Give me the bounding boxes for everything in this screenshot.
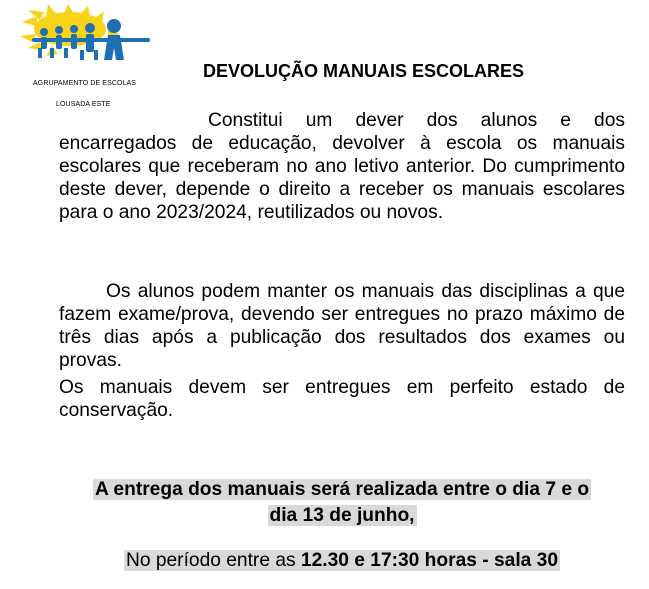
period-prefix: No período entre as	[125, 550, 301, 571]
document-title: DEVOLUÇÃO MANUAIS ESCOLARES	[203, 61, 525, 81]
period-notice	[59, 548, 625, 574]
paragraph-condition: Os manuais devem ser entregues em perfeito estado de conservação.	[59, 377, 625, 421]
delivery-notice-line-b: dia 13 de junho,	[269, 505, 415, 526]
period-hours: 12.30 e 17:30 horas - sala 30	[300, 550, 558, 571]
period-highlight	[124, 550, 560, 571]
school-logo-icon	[10, 4, 152, 72]
delivery-notice	[59, 477, 625, 529]
paragraph-duty: Constitui um dever dos alunos e dos encarregados de educação, devolver à escola os manuais escolares que receberam no ano letivo anterior. Do cumprimento deste dever, depende o direito a receber os manuais escolares para o ano 2023/2024, reutilizados ou novos.	[59, 110, 625, 223]
delivery-notice-line-a: A entrega dos manuais será realizada entre o dia 7 e o	[94, 479, 590, 500]
paragraph-exams: Os alunos podem manter os manuais das disciplinas a que fazem exame/prova, devendo ser entregues no prazo máximo de três dias após a publicação dos resultados dos exames ou provas.	[59, 281, 625, 371]
org-subname: LOUSADA ESTE	[56, 101, 111, 108]
org-name: AGRUPAMENTO DE ESCOLAS	[33, 80, 137, 87]
